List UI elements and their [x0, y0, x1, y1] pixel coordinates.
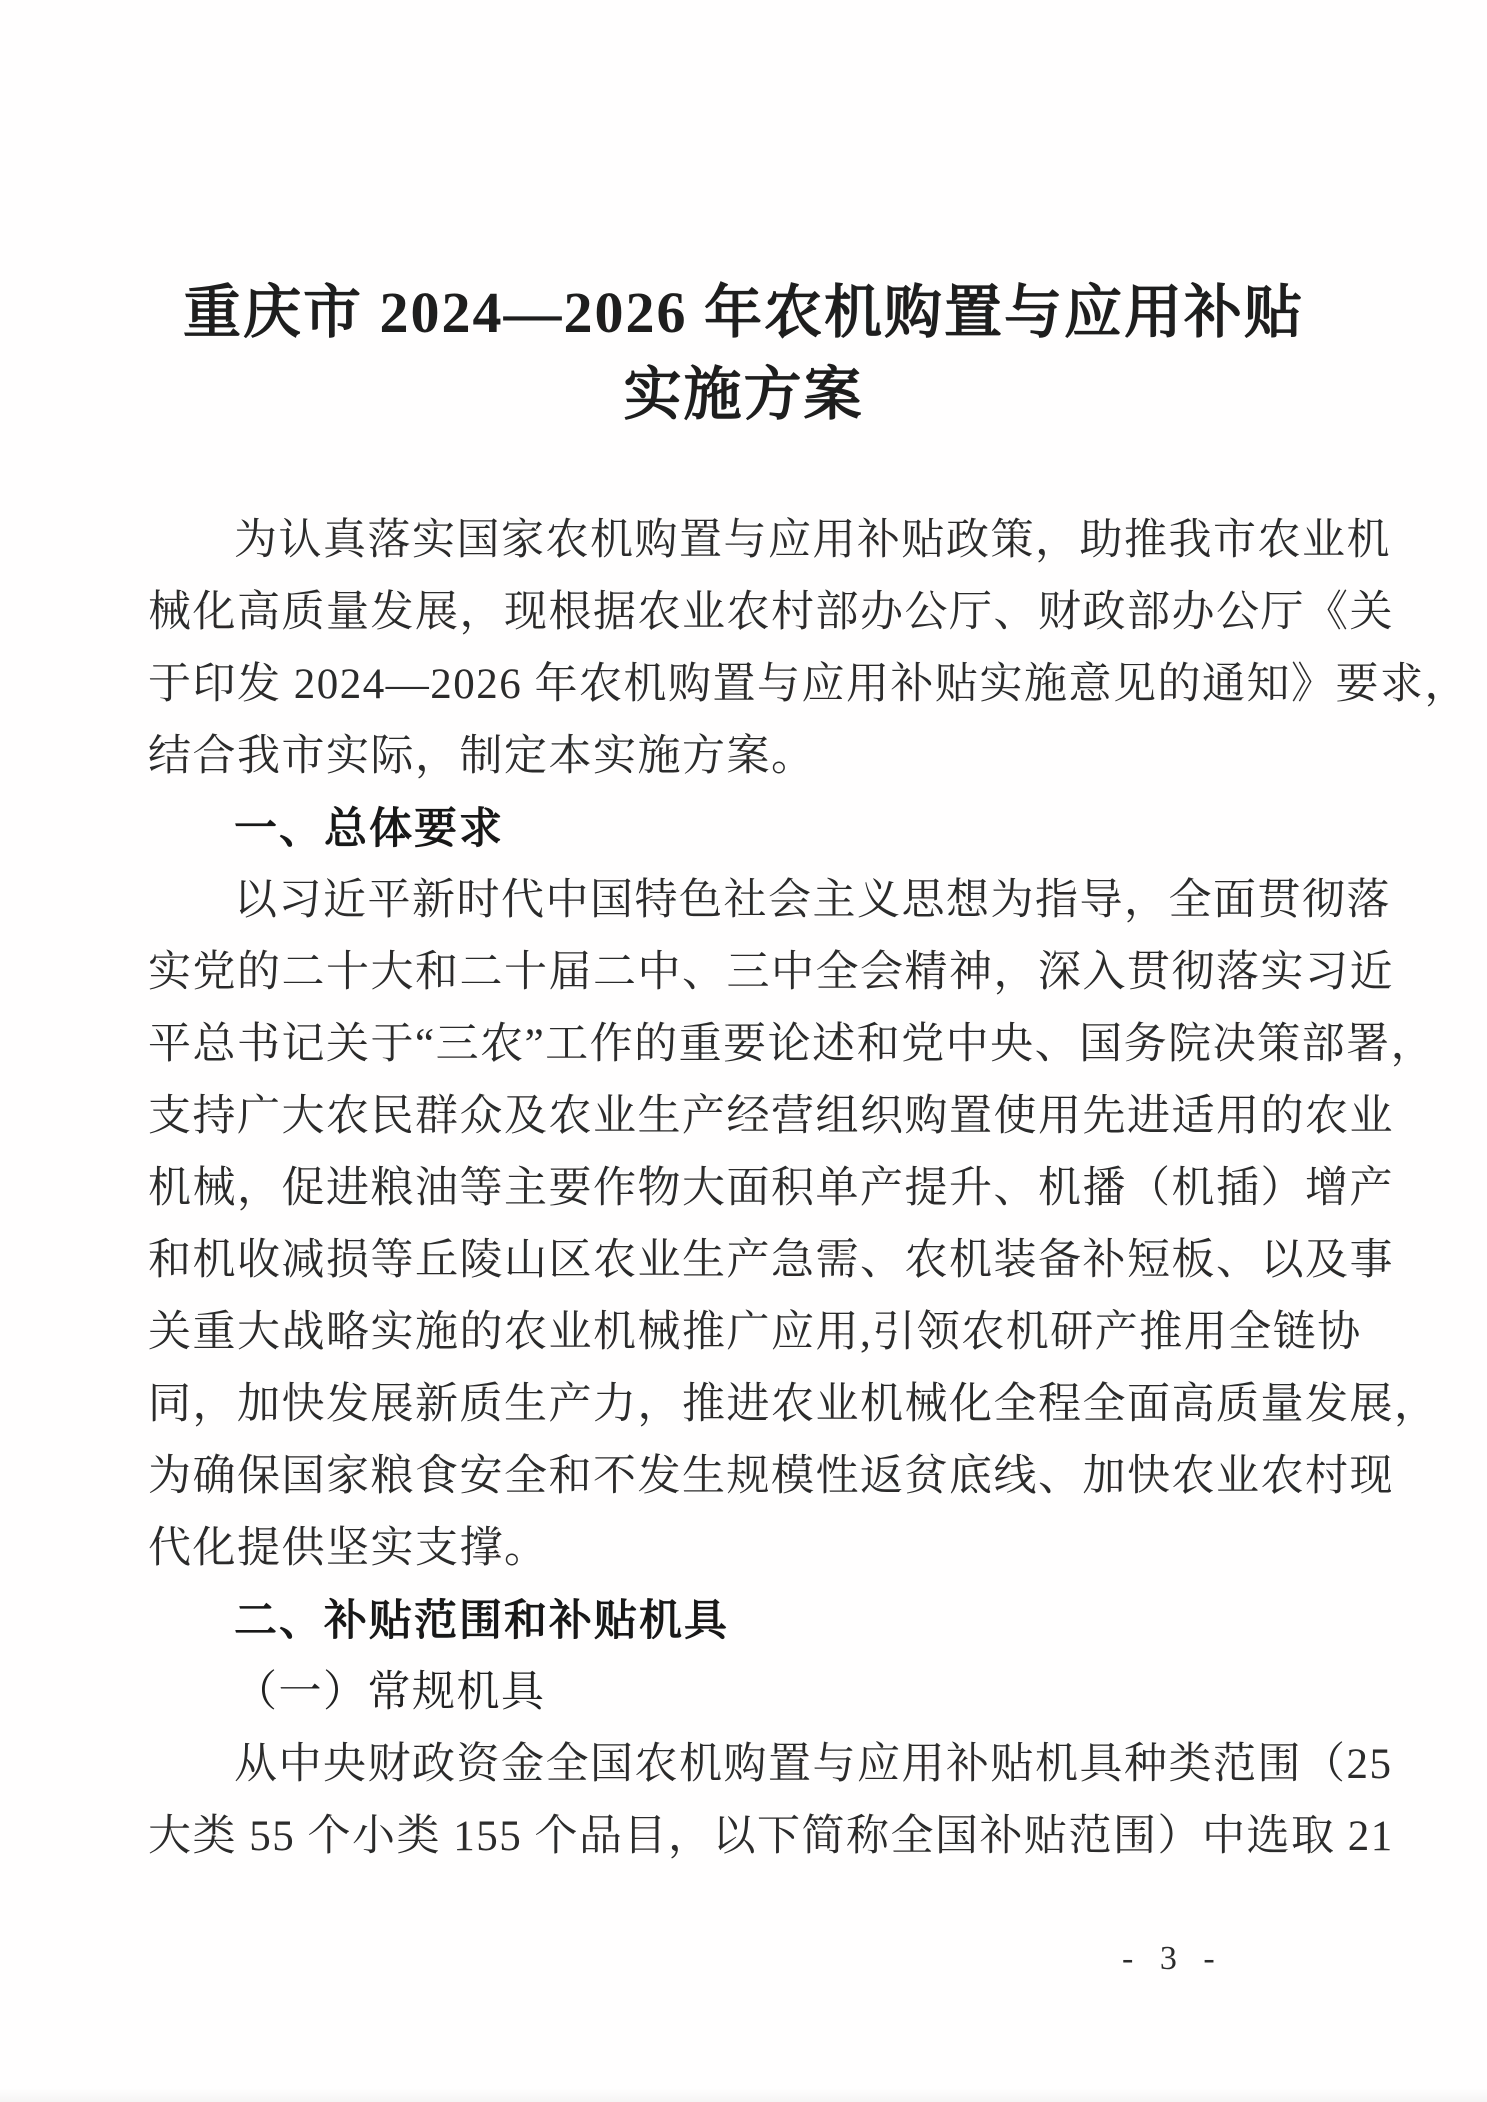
paragraph-line: 支持广大农民群众及农业生产经营组织购置使用先进适用的农业	[148, 1093, 1394, 1140]
page-number: - 3 -	[1122, 1940, 1224, 1977]
section-heading: 一、总体要求	[234, 805, 504, 853]
document-title	[0, 272, 1487, 436]
title-line-1: 重庆市 2024—2026 年农机购置与应用补贴	[182, 280, 1304, 345]
paragraph-line: 结合我市实际，制定本实施方案。	[148, 733, 816, 780]
paragraph-line: 关重大战略实施的农业机械推广应用,引领农机研产推用全链协	[148, 1309, 1362, 1356]
paragraph-line: 实党的二十大和二十届二中、三中全会精神，深入贯彻落实习近	[148, 949, 1394, 996]
paragraph-line: 为认真落实国家农机购置与应用补贴政策，助推我市农业机	[234, 517, 1391, 564]
paragraph-line: 平总书记关于“三农”工作的重要论述和党中央、国务院决策部署，	[148, 1021, 1436, 1068]
title-line-2: 实施方案	[623, 362, 864, 427]
paragraph-line: 和机收减损等丘陵山区农业生产急需、农机装备补短板、以及事	[148, 1237, 1394, 1284]
paragraph-line: 机械，促进粮油等主要作物大面积单产提升、机播（机插）增产	[148, 1165, 1394, 1212]
paragraph-line: 同，加快发展新质生产力，推进农业机械化全程全面高质量发展，	[148, 1381, 1439, 1428]
paragraph-line: 从中央财政资金全国农机购置与应用补贴机具种类范围（25	[234, 1741, 1393, 1788]
document-body	[148, 505, 1469, 1873]
paragraph-line: 代化提供坚实支撑。	[148, 1525, 549, 1572]
subsection-heading: （一）常规机具	[234, 1669, 546, 1716]
paragraph-line: 于印发 2024—2026 年农机购置与应用补贴实施意见的通知》要求，	[148, 661, 1469, 708]
paragraph-line: 以习近平新时代中国特色社会主义思想为指导，全面贯彻落	[234, 877, 1391, 924]
section-heading: 二、补贴范围和补贴机具	[234, 1597, 729, 1645]
paragraph-line: 大类 55 个小类 155 个品目，以下简称全国补贴范围）中选取 21	[148, 1813, 1394, 1860]
paragraph-line: 械化高质量发展，现根据农业农村部办公厅、财政部办公厅《关	[148, 589, 1394, 636]
paragraph-line: 为确保国家粮食安全和不发生规模性返贫底线、加快农业农村现	[148, 1453, 1394, 1500]
